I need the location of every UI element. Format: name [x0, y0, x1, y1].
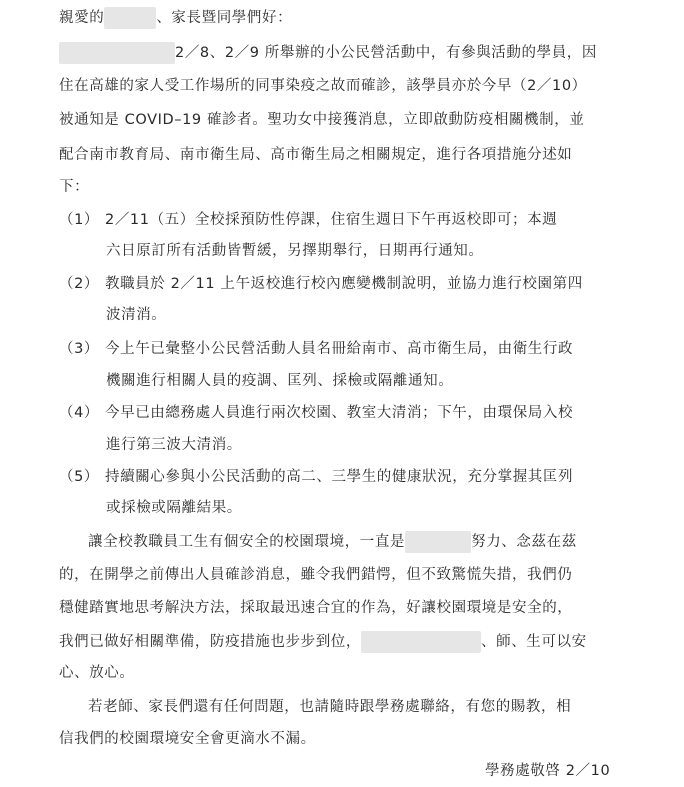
para2-text: 努力、念茲在茲 — [471, 534, 577, 550]
list-item-4 — [59, 403, 573, 423]
para2-line1 — [88, 531, 577, 553]
item-text: 今早已由總務處人員進行兩次校園、教室大清消；下午，由環保局入校 — [105, 405, 574, 421]
item-number: （5） — [59, 469, 100, 485]
redaction-block — [361, 631, 481, 653]
redaction-block — [405, 531, 471, 553]
para1-line3: 被通知是 COVID–19 確診者。聖功女中接獲消息，立即啟動防疫相關機制，並 — [59, 112, 585, 128]
item-number: （3） — [59, 341, 100, 357]
greeting-end: 、家長暨同學們好： — [156, 10, 293, 26]
para2-text: 我們已做好相關準備，防疫措施也步步到位， — [59, 634, 361, 650]
para2-line4 — [59, 631, 587, 653]
list-item-2 — [59, 274, 583, 294]
list-item-1-cont: 六日原訂所有活動皆暫緩，另擇期舉行，日期再行通知。 — [106, 243, 484, 259]
para1-line4: 配合南市教育局、南市衛生局、高市衛生局之相關規定，進行各項措施分述如 — [59, 147, 573, 163]
list-item-2-cont: 波清消。 — [106, 307, 167, 323]
para2-line2: 的，在開學之前傳出人員確診消息，雖令我們錯愕，但不致驚慌失措，我們仍 — [59, 567, 573, 583]
item-number: （1） — [59, 212, 100, 228]
list-item-3-cont: 機關進行相關人員的疫調、匡列、採檢或隔離通知。 — [106, 373, 454, 389]
para2-line5: 心、放心。 — [59, 665, 135, 681]
para2-line3: 穩健踏實地思考解決方法，採取最迅速合宜的作為，好讓校園環境是安全的， — [59, 600, 573, 616]
item-number: （4） — [59, 405, 100, 421]
greeting-line — [59, 7, 292, 29]
list-item-1 — [59, 210, 557, 230]
greeting-start: 親愛的 — [59, 10, 105, 26]
list-item-5-cont: 或採檢或隔離結果。 — [106, 500, 242, 516]
para2-text: 、師、生可以安 — [481, 634, 587, 650]
item-text: 持續關心參與小公民活動的高二、三學生的健康狀況，充分掌握其匡列 — [105, 469, 574, 485]
redaction-block — [104, 7, 156, 29]
item-text: 2／11（五）全校採預防性停課，住宿生週日下午再返校即可；本週 — [105, 212, 558, 228]
item-text: 今上午已彙整小公民營活動人員名冊給南市、高市衛生局，由衛生行政 — [105, 341, 574, 357]
para1-line5: 下： — [59, 179, 90, 195]
item-number: （2） — [59, 276, 100, 292]
list-item-5 — [59, 467, 573, 487]
list-item-3 — [59, 339, 573, 359]
item-text: 教職員於 2／11 上午返校進行校內應變機制說明，並協力進行校園第四 — [105, 276, 583, 292]
para1-line1 — [59, 42, 597, 64]
para1-line2: 住在高雄的家人受工作場所的同事染疫之故而確診，該學員亦於今早（2／10） — [59, 78, 587, 94]
list-item-4-cont: 進行第三波大清消。 — [106, 437, 242, 453]
para3-line1: 若老師、家長們還有任何問題，也請隨時跟學務處聯絡，有您的賜教，相 — [88, 699, 572, 715]
para3-line2: 信我們的校園環境安全會更滴水不漏。 — [59, 731, 316, 747]
redaction-block — [59, 42, 175, 64]
para1-text: 2／8、2／9 所舉辦的小公民營活動中，有參與活動的學員，因 — [175, 45, 598, 61]
para2-text: 讓全校教職員工生有個安全的校園環境，一直是 — [88, 534, 406, 550]
signature: 學務處敬啓 2／10 — [485, 763, 611, 779]
